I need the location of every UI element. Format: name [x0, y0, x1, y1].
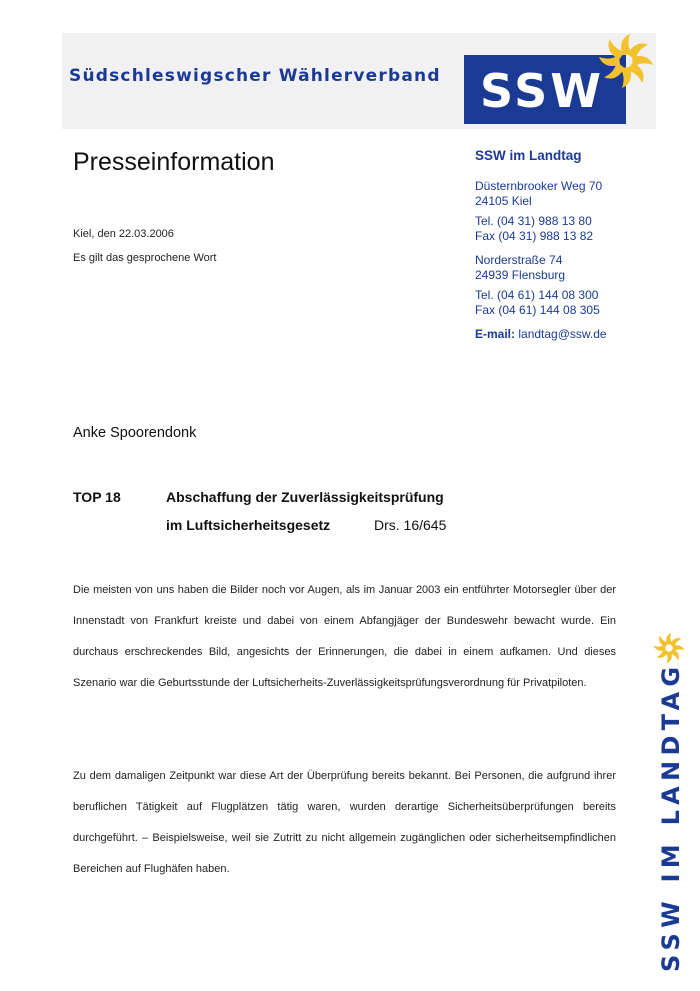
organization-name: Südschleswigscher Wählerverband [69, 66, 441, 86]
paragraph-1: Die meisten von uns haben die Bilder noch vor Augen, als im Januar 2003 ein entführter Motorsegler über der Innenstadt von Frankfurt kreiste und dabei von einem Abfangjäger der Bundeswehr bewacht wurde. Ein durchaus erschreckendes Bild, angesichts der Erinnerungen, die dabei in einem aufkamen. Und dieses Szenario war die Geburtsstunde der Luftsicherheits-Zuverlässigkeitsprüfungsverordnung für Privatpiloten. [73, 584, 616, 689]
date-line: Kiel, den 22.03.2006 [73, 228, 174, 240]
email-line [475, 327, 625, 342]
email-label: E-mail: [475, 327, 516, 341]
flensburg-city: 24939 Flensburg [475, 268, 566, 282]
flensburg-address [475, 253, 625, 283]
kiel-phone [475, 214, 625, 244]
side-banner-text: SSW IM LANDTAG [657, 661, 685, 972]
kiel-city: 24105 Kiel [475, 194, 532, 208]
printed-matter-number: Drs. 16/645 [374, 517, 447, 533]
agenda-label: TOP 18 [73, 489, 121, 505]
agenda-title-line2: im Luftsicherheitsgesetz [166, 517, 331, 533]
sun-logo-icon [596, 33, 656, 89]
logo-text: SSW [480, 64, 604, 118]
kiel-tel: Tel. (04 31) 988 13 80 [475, 214, 592, 228]
flensburg-fax: Fax (04 61) 144 08 305 [475, 303, 600, 317]
contact-heading: SSW im Landtag [475, 148, 582, 163]
speaker-name: Anke Spoorendonk [73, 425, 197, 441]
flensburg-street: Norderstraße 74 [475, 253, 563, 267]
kiel-street: Düsternbrooker Weg 70 [475, 179, 603, 193]
contact-block [475, 148, 625, 342]
page-title: Presseinformation [73, 148, 275, 176]
kiel-address [475, 179, 625, 209]
flensburg-phone [475, 288, 625, 318]
kiel-fax: Fax (04 31) 988 13 82 [475, 229, 594, 243]
agenda-title-line1: Abschaffung der Zuverlässigkeitsprüfung [166, 489, 444, 505]
flensburg-tel: Tel. (04 61) 144 08 300 [475, 288, 599, 302]
spoken-word-note: Es gilt das gesprochene Wort [73, 252, 217, 264]
paragraph-2: Zu dem damaligen Zeitpunkt war diese Art der Überprüfung bereits bekannt. Bei Personen, die aufgrund ihrer beruflichen Tätigkeit auf Flugplätzen tätig waren, wurden derartige Sicherheitsüberprüfungen bereits durchgeführt. – Beispielsweise, weil sie Zutritt zu nicht allgemein zugänglichen oder sicherheitsempfindlichen Bereichen auf Flughäfen haben. [73, 770, 616, 875]
sun-side-icon [652, 632, 686, 664]
email-link[interactable]: landtag@ssw.de [518, 327, 607, 341]
